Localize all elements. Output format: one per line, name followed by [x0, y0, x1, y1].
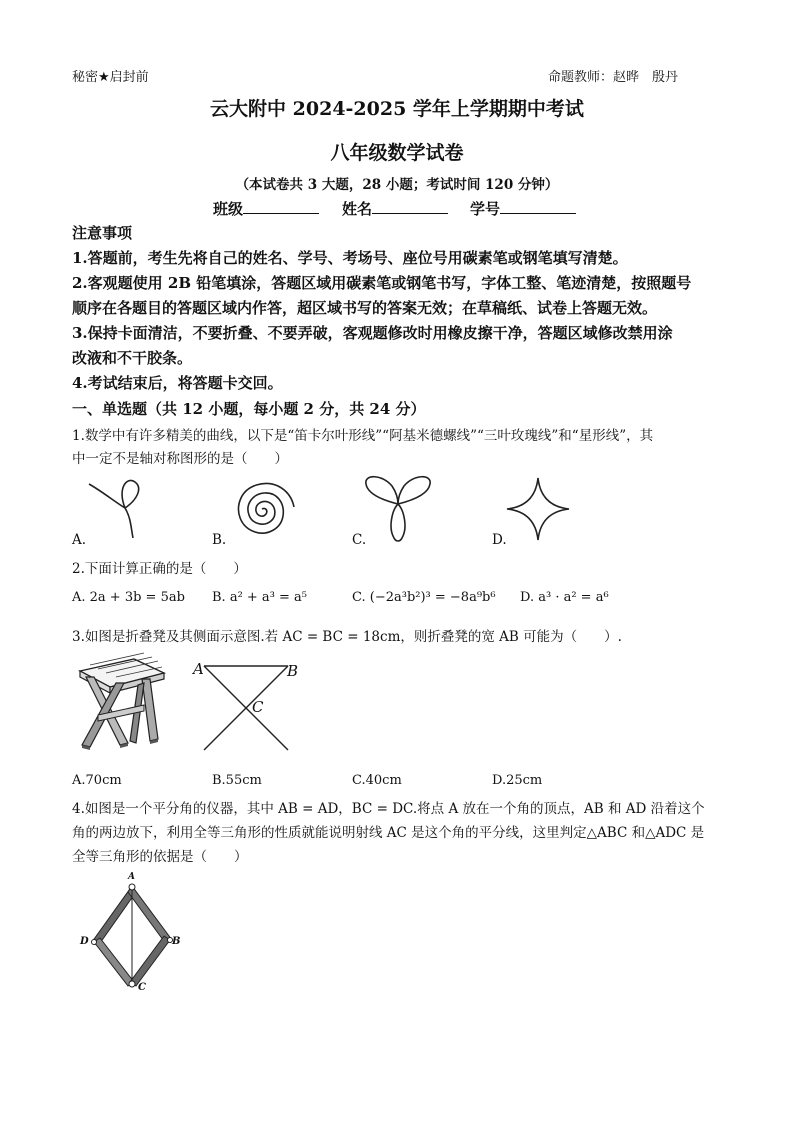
instrument-label-b: B — [172, 936, 181, 947]
question-1-option-d[interactable]: D. — [492, 532, 507, 548]
notice-line: 顺序在各题目的答题区域内作答，超区域书写的答案无效；在草稿纸、试卷上答题无效。 — [72, 299, 658, 317]
question-3-option-a[interactable]: A.70cm — [72, 773, 122, 788]
archimedean-spiral-figure — [222, 473, 302, 545]
confidential-label: 秘密★启封前 — [72, 70, 149, 85]
question-1-option-a[interactable]: A. — [72, 532, 87, 548]
question-4-stem: 4.如图是一个平分角的仪器，其中 AB = AD，BC = DC.将点 A 放在一个角的顶点，AB 和 AD 沿着这个 — [72, 801, 705, 817]
instrument-label-c: C — [138, 982, 146, 993]
question-2-option-d[interactable]: D. a³ · a² = a⁶ — [520, 590, 609, 605]
question-1-stem-cont: 中一定不是轴对称图形的是（ ） — [72, 451, 288, 467]
astroid-figure — [505, 476, 571, 542]
question-4-stem-cont: 角的两边放下，利用全等三角形的性质就能说明射线 AC 是这个角的平分线，这里判定△ABC 和△ADC 是 — [72, 825, 705, 841]
paper-title: 八年级数学试卷 — [330, 142, 464, 164]
instrument-label-d: D — [80, 936, 89, 947]
three-leaf-rose-figure — [362, 474, 434, 546]
id-blank[interactable] — [500, 200, 576, 214]
question-2-option-a[interactable]: A. 2a + 3b = 5ab — [72, 590, 185, 605]
id-field — [470, 198, 576, 219]
question-2-option-b[interactable]: B. a² + a³ = a⁵ — [212, 590, 308, 605]
teacher-label: 命题教师：赵晔 殷丹 — [548, 70, 679, 85]
exam-subtitle: （本试卷共 3 大题，28 小题；考试时间 120 分钟） — [235, 177, 559, 193]
diagram-label-c: C — [252, 698, 264, 716]
class-field — [213, 198, 319, 219]
question-3-stem: 3.如图是折叠凳及其侧面示意图.若 AC = BC = 18cm，则折叠凳的宽 AB 可能为（ ）. — [72, 629, 622, 645]
folding-stool-illustration — [72, 653, 168, 751]
question-2-option-c[interactable]: C. (−2a³b²)³ = −8a⁹b⁶ — [352, 590, 496, 605]
question-2-stem: 2.下面计算正确的是（ ） — [72, 561, 247, 577]
instrument-label-a: A — [128, 872, 135, 882]
question-3-option-d[interactable]: D.25cm — [492, 773, 543, 788]
name-field-label: 姓名 — [342, 200, 373, 218]
question-3-option-c[interactable]: C.40cm — [352, 773, 402, 788]
folium-curve-figure — [85, 478, 165, 538]
name-field — [342, 198, 448, 219]
name-blank[interactable] — [372, 200, 448, 214]
notice-heading: 注意事项 — [72, 224, 133, 242]
section-heading: 一、单选题（共 12 小题，每小题 2 分，共 24 分） — [72, 400, 426, 418]
class-blank[interactable] — [243, 200, 319, 214]
id-field-label: 学号 — [470, 200, 501, 218]
stool-side-diagram — [190, 658, 300, 758]
notice-line: 改液和不干胶条。 — [72, 349, 193, 367]
notice-line: 3.保持卡面清洁，不要折叠、不要弄破，客观题修改时用橡皮擦干净，答题区域修改禁用涂 — [72, 324, 673, 342]
diagram-label-a: A — [193, 660, 204, 678]
class-field-label: 班级 — [213, 200, 244, 218]
notice-line: 1.答题前，考生先将自己的姓名、学号、考场号、座位号用碳素笔或钢笔填写清楚。 — [72, 249, 628, 267]
question-3-option-b[interactable]: B.55cm — [212, 773, 262, 788]
notice-line: 2.客观题使用 2B 铅笔填涂，答题区域用碳素笔或钢笔书写，字体工整、笔迹清楚，按照题号 — [72, 274, 692, 292]
question-1-option-b[interactable]: B. — [212, 532, 227, 548]
exam-title: 云大附中 2024-2025 学年上学期期中考试 — [210, 98, 584, 120]
question-4-stem-cont: 全等三角形的依据是（ ） — [72, 849, 248, 865]
diagram-label-b: B — [287, 662, 299, 680]
question-1-option-c[interactable]: C. — [352, 532, 367, 548]
question-1-stem: 1.数学中有许多精美的曲线，以下是“笛卡尔叶形线”“阿基米德螺线”“三叶玫瑰线”和“星形线”，其 — [72, 428, 654, 444]
notice-line: 4.考试结束后，将答题卡交回。 — [72, 374, 283, 392]
